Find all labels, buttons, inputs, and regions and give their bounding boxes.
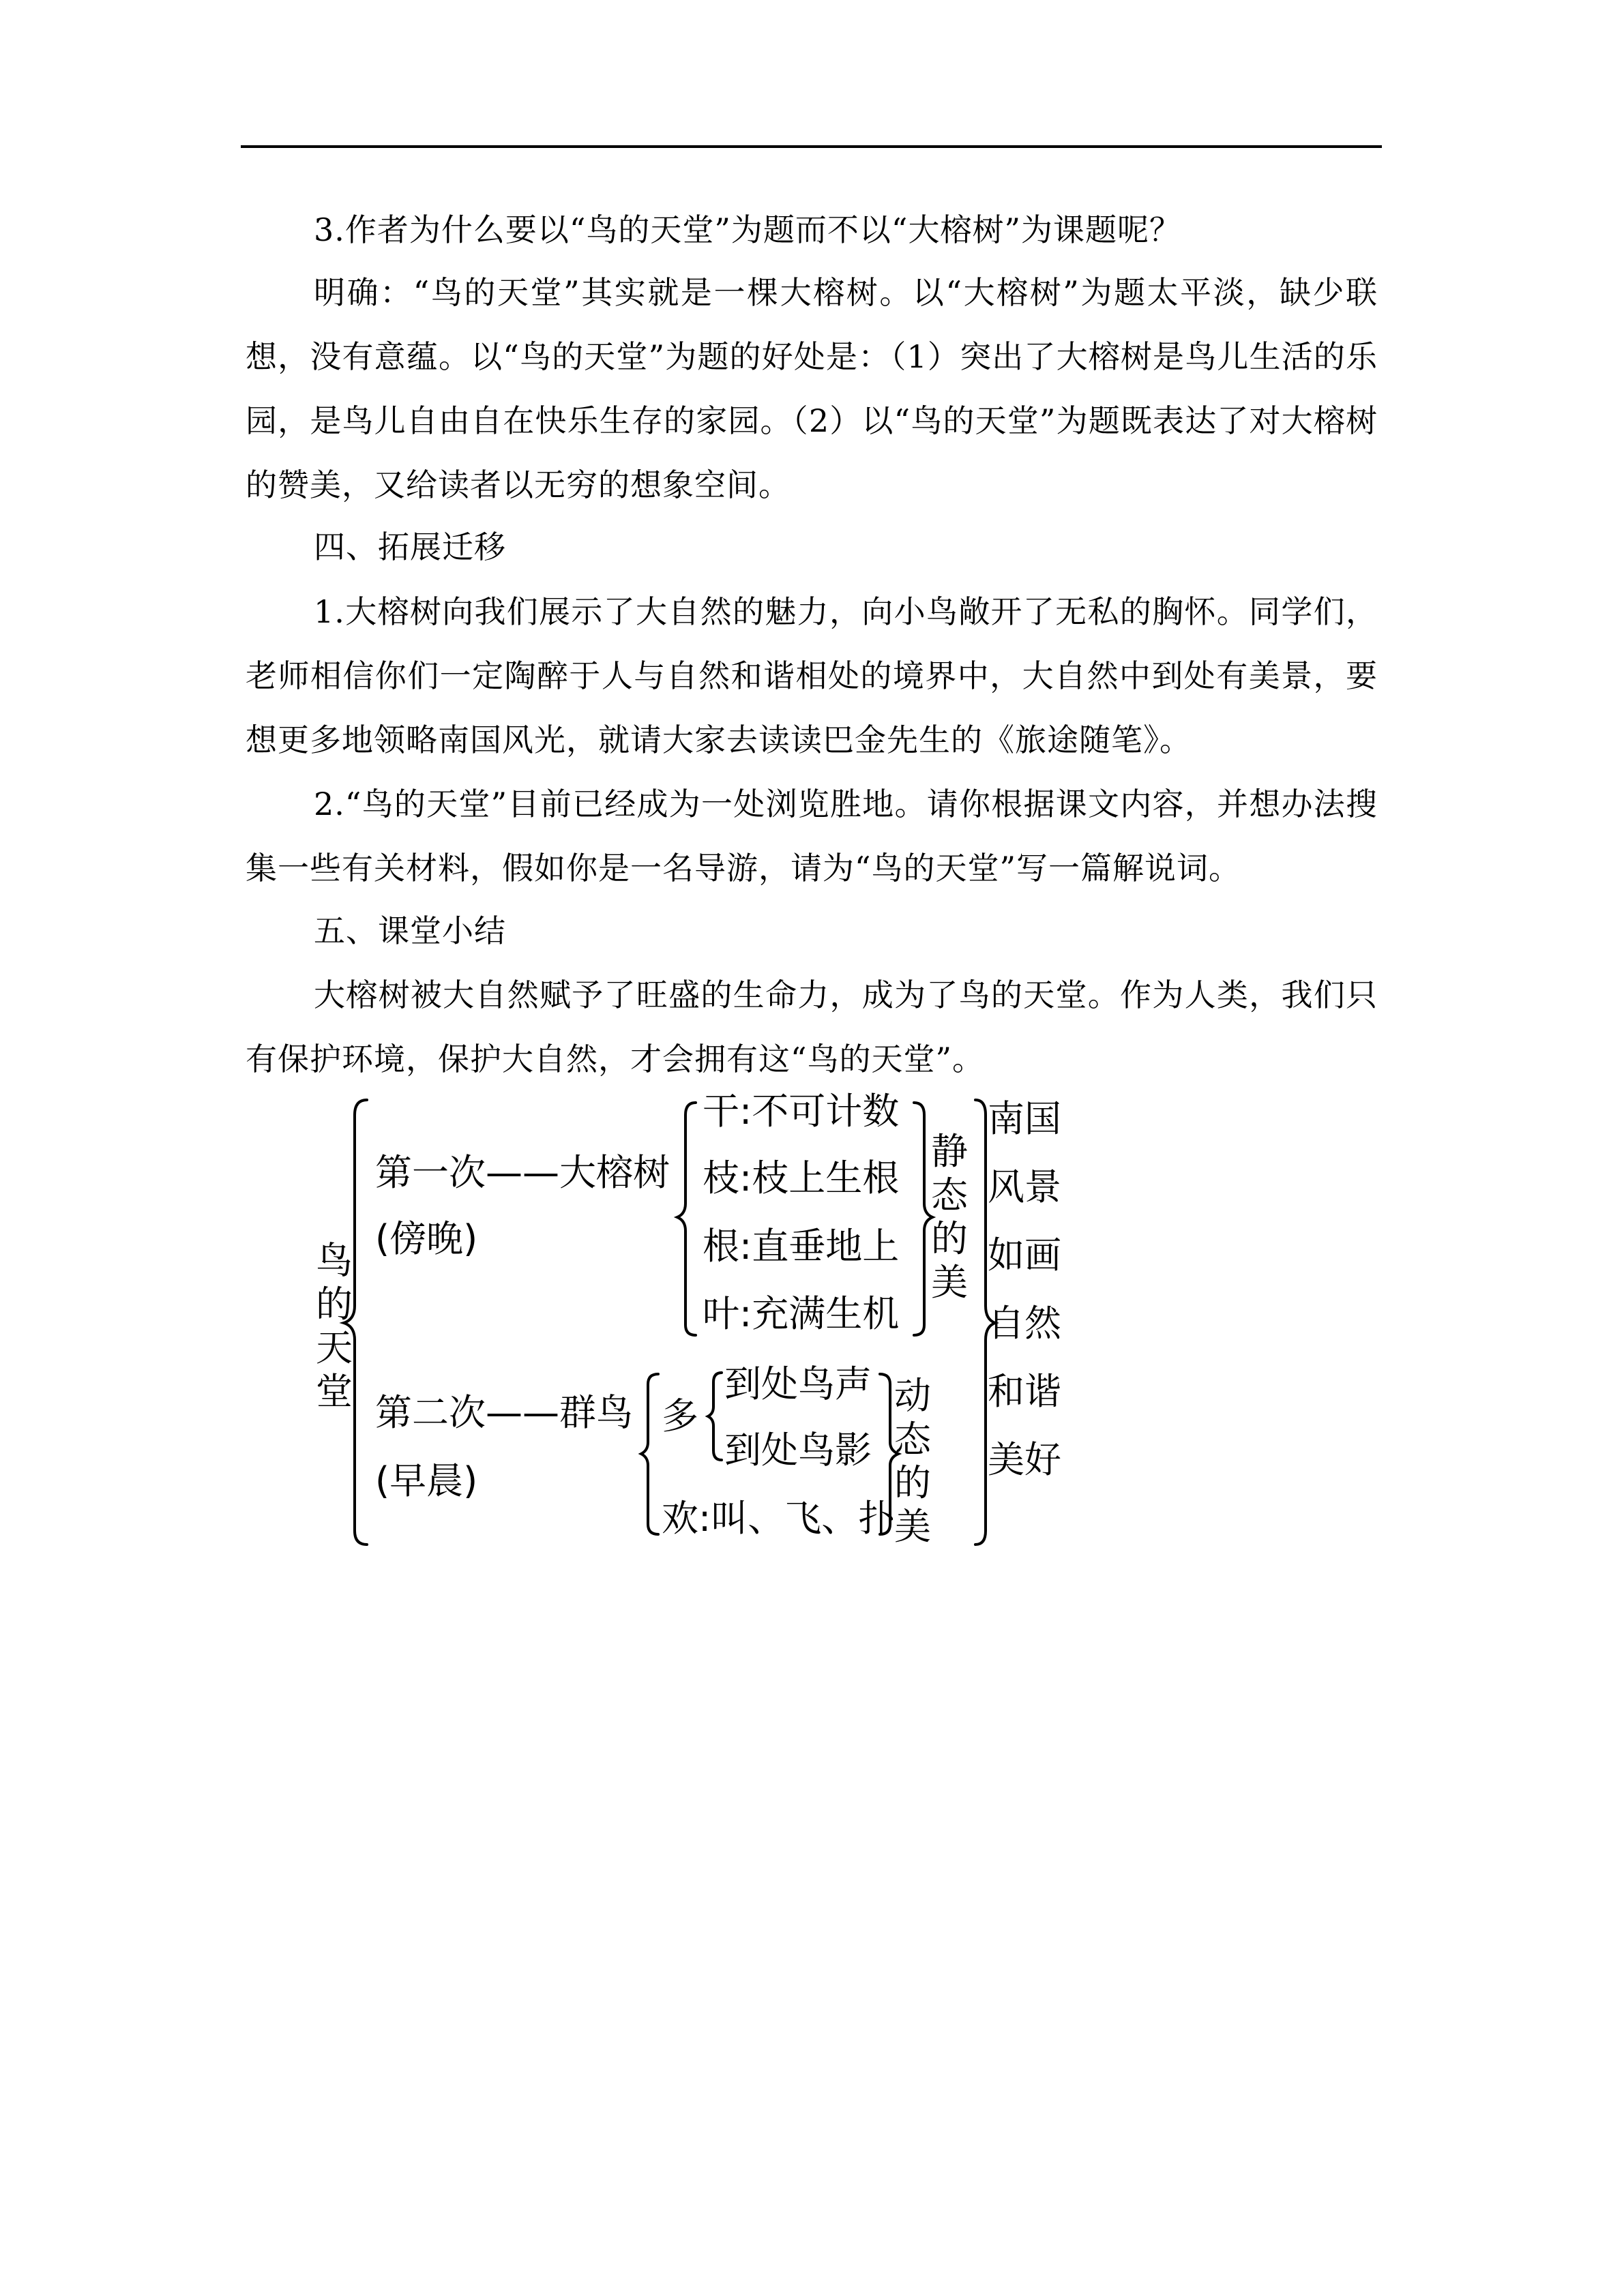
first-visit-time: (傍晚) [375,1217,478,1260]
first-item-root: 根:直垂地上 [703,1225,900,1268]
extension-paragraph-2: 2.“鸟的天堂”目前已经成为一处浏览胜地。请你根据课文内容，并想办法搜集一些有关材料，假如你是一名导游，请为“鸟的天堂”写一篇解说词。 [246,786,1378,886]
second-item-bird-shadows: 到处鸟影 [724,1429,872,1472]
diagram-conclusion-5: 和谐 [988,1370,1061,1413]
first-item-leaf: 叶:充满生机 [703,1292,900,1335]
first-item-branch: 枝:枝上生根 [703,1157,900,1199]
diagram-conclusion-1: 南国 [988,1097,1061,1140]
first-visit-title: 第一次——大榕树 [375,1151,670,1194]
diagram-conclusion-4: 自然 [988,1302,1061,1345]
lesson-structure-diagram [300,1088,1105,1551]
diagram-conclusion-3: 如画 [988,1234,1061,1277]
diagram-conclusion-2: 风景 [988,1165,1061,1208]
answer-paragraph: 明确：“鸟的天堂”其实就是一棵大榕树。以“大榕树”为题太平淡，缺少联想，没有意蕴。以“鸟的天堂”为题的好处是：（1）突出了大榕树是鸟儿生活的乐园，是鸟儿自由自在快乐生存的家园。（2）以“鸟的天堂”为题既表达了对大榕树的赞美，又给读者以无穷的想象空间。 [246,274,1378,503]
second-item-joy: 欢:叫、飞、扑 [662,1497,896,1540]
second-item-bird-sounds: 到处鸟声 [724,1362,872,1405]
second-visit-title: 第二次——群鸟 [375,1391,633,1434]
question-paragraph: 3.作者为什么要以“鸟的天堂”为题而不以“大榕树”为课题呢？ [314,211,1181,248]
extension-paragraph-1: 1.大榕树向我们展示了大自然的魅力，向小鸟敞开了无私的胸怀。同学们，老师相信你们一定陶醉于人与自然和谐相处的境界中，大自然中到处有美景，要想更多地领略南国风光，就请大家去读读巴金先生的《旅途随笔》。 [246,593,1378,758]
header-rule [241,145,1382,148]
diagram-root-label: 鸟的天堂 [316,1239,353,1413]
second-summary-dynamic-beauty: 动态的美 [894,1374,931,1548]
first-summary-static-beauty: 静态的美 [931,1130,968,1304]
summary-paragraph: 大榕树被大自然赋予了旺盛的生命力，成为了鸟的天堂。作为人类，我们只有保护环境，保护大自然，才会拥有这“鸟的天堂”。 [246,976,1378,1077]
section-heading-summary: 五、课堂小结 [314,912,506,949]
second-visit-time: (早晨) [375,1459,478,1502]
first-item-trunk: 干:不可计数 [703,1090,900,1133]
section-heading-extension: 四、拓展迁移 [314,528,506,565]
diagram-conclusion-6: 美好 [988,1438,1061,1481]
second-many-label: 多 [662,1395,698,1437]
